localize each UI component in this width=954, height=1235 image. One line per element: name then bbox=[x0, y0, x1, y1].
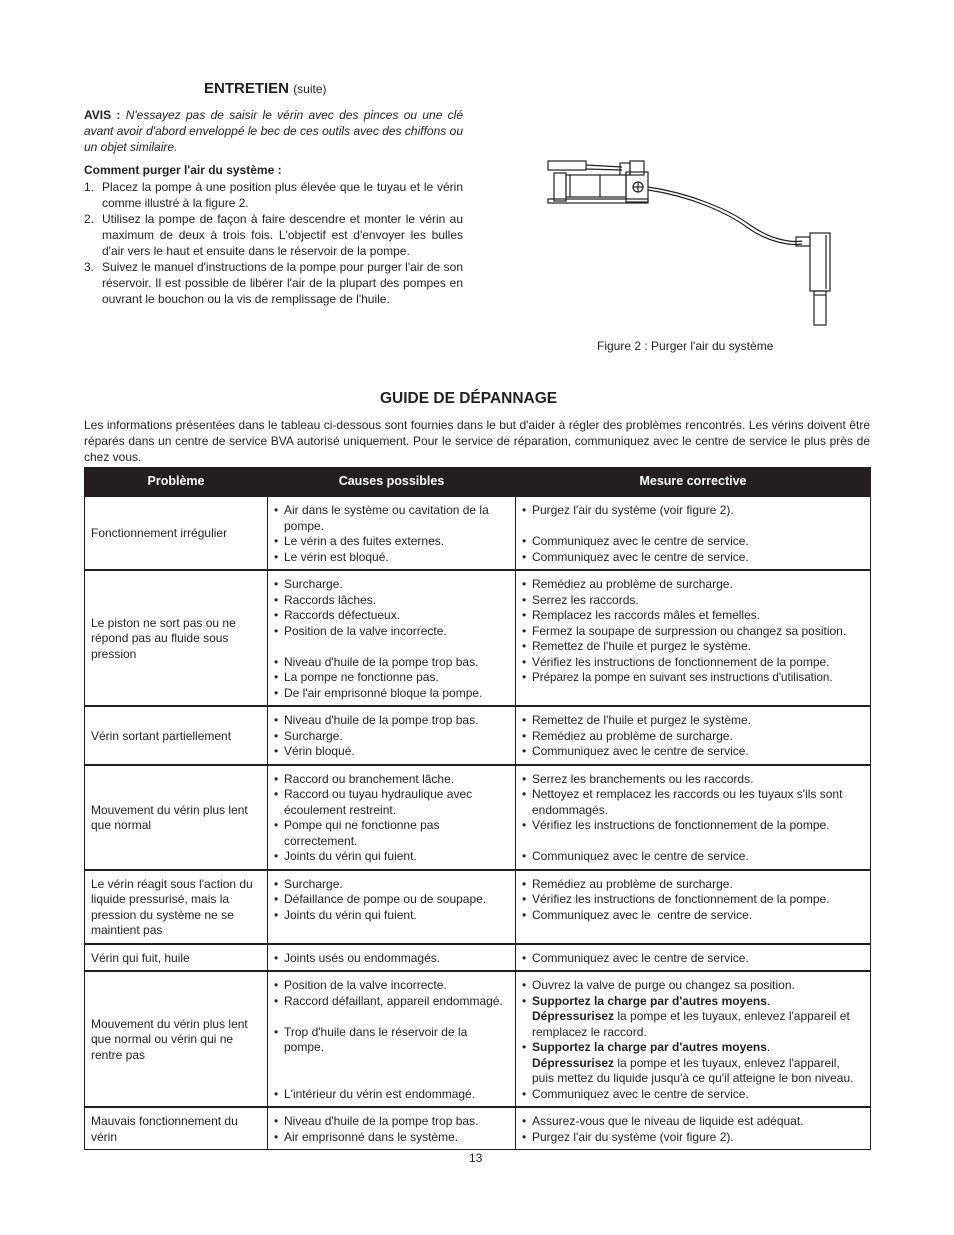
figure-caption: Figure 2 : Purger l'air du système bbox=[597, 339, 774, 353]
table-row bbox=[85, 944, 871, 972]
table-row bbox=[85, 1107, 871, 1150]
table-row bbox=[85, 971, 871, 1107]
fixes-cell: • Purgez l'air du système (voir figure 2). • Communiquez avec le centre de service. • Communiquez avec le centre de service. bbox=[516, 496, 871, 570]
causes-cell: • Niveau d'huile de la pompe trop bas. • Air emprisonné dans le système. bbox=[268, 1107, 516, 1150]
fixes-cell: • Assurez-vous que le niveau de liquide est adéquat. • Purgez l'air du système (voir figure 2). bbox=[516, 1107, 871, 1150]
table-row bbox=[85, 706, 871, 765]
table-row bbox=[85, 765, 871, 870]
fixes-cell: • Ouvrez la valve de purge ou changez sa position. • Supportez la charge par d'autres moyens. Dépressurisez la pompe et les tuyaux, enlevez l'appareil et remplacez le raccord. • Supportez la charge par d'autres moyens. Dépressurisez la pompe et les tuyaux, enlevez l'appareil, puis mettez du liquide jusqu'à ce qu'il atteigne le bon niveau. • Communiquez avec le centre de service. bbox=[516, 971, 871, 1107]
header-causes: Causes possibles bbox=[268, 468, 516, 497]
fixes-cell: • Communiquez avec le centre de service. bbox=[516, 944, 871, 972]
fixes-cell: • Remédiez au problème de surcharge. • Vérifiez les instructions de fonctionnement de la pompe. • Communiquez avec le centre de service. bbox=[516, 870, 871, 944]
causes-cell: • Position de la valve incorrecte. • Raccord défaillant, appareil endommagé. • Trop d'huile dans le réservoir de la pompe. • L'intérieur du vérin est endommagé. bbox=[268, 971, 516, 1107]
troubleshooting-table bbox=[84, 467, 871, 1150]
pump-cylinder-illustration bbox=[540, 155, 840, 333]
entretien-suite: (suite) bbox=[293, 82, 327, 96]
avis-label: AVIS : bbox=[84, 108, 121, 122]
problem-cell: Vérin sortant partiellement bbox=[85, 706, 268, 765]
table-row bbox=[85, 570, 871, 706]
causes-cell: • Surcharge. • Défaillance de pompe ou de soupape. • Joints du vérin qui fuient. bbox=[268, 870, 516, 944]
purge-title: Comment purger l'air du système : bbox=[84, 163, 282, 177]
section-title-entretien bbox=[204, 80, 327, 97]
page-number: 13 bbox=[469, 1151, 483, 1165]
fixes-cell: • Remédiez au problème de surcharge. • Serrez les raccords. • Remplacez les raccords mâles et femelles. • Fermez la soupape de surpression ou changez sa position. • Remettez de l'huile et purgez le système. • Vérifiez les instructions de fonctionnement de la pompe. • Préparez la pompe en suivant ses instructions d'utilisation. bbox=[516, 570, 871, 706]
purge-step: 3. Suivez le manuel d'instructions de la pompe pour purger l'air de son réservoir. Il est possible de libérer l'air de la plupart des pompes en ouvrant le bouchon ou la vis de remplissage de l'huile. bbox=[84, 260, 463, 306]
problem-cell: Mauvais fonctionnement du vérin bbox=[85, 1107, 268, 1150]
causes-cell: • Air dans le système ou cavitation de la pompe. • Le vérin a des fuites externes. • Le vérin est bloqué. bbox=[268, 496, 516, 570]
problem-cell: Vérin qui fuit, huile bbox=[85, 944, 268, 972]
causes-cell: • Joints usés ou endommagés. bbox=[268, 944, 516, 972]
problem-cell: Mouvement du vérin plus lent que normal bbox=[85, 765, 268, 870]
header-probleme: Problème bbox=[85, 468, 268, 497]
causes-cell: • Raccord ou branchement lâche. • Raccord ou tuyau hydraulique avec écoulement restreint. • Pompe qui ne fonctionne pas correctement. • Joints du vérin qui fuient. bbox=[268, 765, 516, 870]
problem-cell: Fonctionnement irrégulier bbox=[85, 496, 268, 570]
problem-cell: Le piston ne sort pas ou ne répond pas au fluide sous pression bbox=[85, 570, 268, 706]
purge-step: 1. Placez la pompe à une position plus élevée que le tuyau et le vérin comme illustré à la figure 2. bbox=[84, 180, 463, 210]
avis-text: N'essayez pas de saisir le vérin avec des pinces ou une clé avant avoir d'abord enveloppé le bec de ces outils avec des chiffons ou un objet similaire. bbox=[84, 108, 463, 154]
table-row bbox=[85, 870, 871, 944]
guide-intro: Les informations présentées dans le tableau ci-dessous sont fournies dans le but d'aider à régler des problèmes rencontrés. Les vérins doivent être réparés dans un centre de service BVA autorisé uniquement. Pour le service de réparation, communiquez avec le centre de service le plus près de chez vous. bbox=[84, 418, 870, 464]
table-header-row bbox=[85, 468, 871, 497]
problem-cell: Mouvement du vérin plus lent que normal ou vérin qui ne rentre pas bbox=[85, 971, 268, 1107]
table-row bbox=[85, 496, 871, 570]
guide-title: GUIDE DE DÉPANNAGE bbox=[380, 390, 558, 407]
entretien-title: ENTRETIEN bbox=[204, 80, 290, 97]
causes-cell: • Niveau d'huile de la pompe trop bas. • Surcharge. • Vérin bloqué. bbox=[268, 706, 516, 765]
header-mesure: Mesure corrective bbox=[516, 468, 871, 497]
causes-cell: • Surcharge. • Raccords lâches. • Raccords défectueux. • Position de la valve incorrecte. • Niveau d'huile de la pompe trop bas. • La pompe ne fonctionne pas. • De l'air emprisonné bloque la pompe. bbox=[268, 570, 516, 706]
fixes-cell: • Remettez de l'huile et purgez le système. • Remédiez au problème de surcharge. • Communiquez avec le centre de service. bbox=[516, 706, 871, 765]
problem-cell: Le vérin réagit sous l'action du liquide pressurisé, mais la pression du système ne se maintient pas bbox=[85, 870, 268, 944]
purge-step: 2. Utilisez la pompe de façon à faire descendre et monter le vérin au maximum de deux à trois fois. L'objectif est d'envoyer les bulles d'air vers le haut et ensuite dans le réservoir de la pompe. bbox=[84, 212, 463, 258]
purge-steps bbox=[84, 179, 463, 307]
fixes-cell: • Serrez les branchements ou les raccords. • Nettoyez et remplacez les raccords ou les tuyaux s'ils sont endommagés. • Vérifiez les instructions de fonctionnement de la pompe. • Communiquez avec le centre de service. bbox=[516, 765, 871, 870]
avis-paragraph bbox=[84, 107, 463, 155]
